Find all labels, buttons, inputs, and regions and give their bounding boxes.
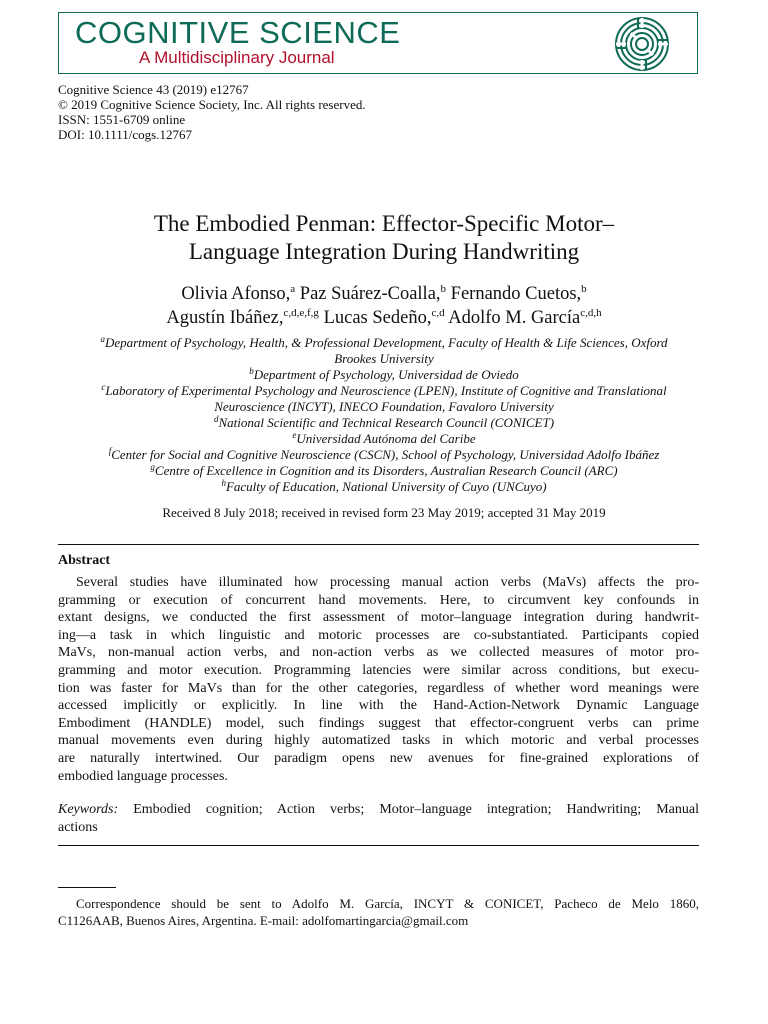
affiliation-line: $^d$National Scientific and Technical Research Council (CONICET): [213, 414, 555, 430]
citation: Cognitive Science 43 (2019) e12767: [58, 82, 249, 97]
affiliation-line: Brookes University: [334, 351, 434, 366]
keywords-text: actions: [58, 819, 98, 835]
abstract-line: embodied language processes.: [58, 768, 228, 784]
copyright: © 2019 Cognitive Science Society, Inc. All rights reserved.: [58, 97, 366, 112]
abstract-line: accessed implicitly or explicitly. In line with the Hand-Action-Network Dynamic Language: [58, 698, 699, 714]
author-name: Olivia Afonso,: [181, 284, 291, 304]
issn: ISSN: 1551-6709 online: [58, 112, 186, 127]
journal-banner: [58, 12, 698, 74]
footnote-line: Correspondence should be sent to Adolfo M. García, INCYT & CONICET, Pacheco de Melo 1860,: [76, 896, 699, 911]
abstract-top-rule: [58, 544, 699, 545]
labyrinth-seal-icon: [614, 16, 670, 72]
abstract-line: extant designs, we conducted the first assessment of motor–language integration during handwrit-: [58, 610, 699, 626]
abstract-line: gramming and motor execution. Programming latencies were similar across conditions, but execu-: [58, 662, 699, 678]
author-affiliation-mark: a: [290, 283, 296, 295]
affiliation-line: $^e$Universidad Autónoma del Caribe: [292, 430, 476, 446]
author-affiliation-mark: b: [581, 283, 587, 295]
affiliation-line: $^a$Department of Psychology, Health, & Professional Development, Faculty of Health & Life Sciences, Oxford: [100, 334, 668, 350]
abstract-bottom-rule: [58, 845, 699, 846]
author-name: Fernando Cuetos,: [450, 284, 582, 304]
abstract-body: [58, 574, 699, 785]
abstract-line: ing—a task in which linguistic and motoric processes are co-substantiated. Participants copied: [58, 627, 699, 643]
author-affiliation-mark: c,d,e,f,g: [283, 307, 319, 319]
title-line: Language Integration During Handwriting: [188, 239, 580, 264]
abstract-line: Embodiment (HANDLE) model, such findings suggest that effector-congruent verbs can prime: [58, 715, 699, 731]
footnote-rule: [58, 887, 116, 888]
affiliation-line: Neuroscience (INCYT), INECO Foundation, Favaloro University: [214, 399, 554, 414]
author-name: Paz Suárez-Coalla,: [299, 284, 441, 304]
abstract-line: tion was faster for MaVs than for the other categories, regardless of whether word meanings were: [58, 680, 699, 696]
abstract-line: manual movements even during highly automatized tasks in which motoric and verbal processes: [58, 733, 699, 749]
keywords-text: Embodied cognition; Action verbs; Motor–language integration; Handwriting; Manual: [133, 802, 699, 817]
affiliation-line: $^h$Faculty of Education, National University of Cuyo (UNCuyo): [221, 478, 547, 494]
journal-name: COGNITIVE SCIENCE: [75, 15, 401, 50]
author-affiliation-mark: c,d: [431, 307, 445, 319]
abstract-line: are naturally intertwined. Our paradigm opens new avenues for fine-grained explorations of: [58, 750, 699, 766]
article-metadata: [58, 82, 366, 142]
author-affiliation-mark: b: [440, 283, 447, 295]
affiliation-line: $^c$Laboratory of Experimental Psychology and Neuroscience (LPEN), Institute of Cognitive and Translational: [101, 382, 667, 398]
received-dates: Received 8 July 2018; received in revised form 23 May 2019; accepted 31 May 2019: [162, 505, 606, 520]
author-name: Lucas Sedeño,: [323, 308, 432, 328]
footnote-line: C1126AAB, Buenos Aires, Argentina. E-mail: adolfomartingarcia@gmail.com: [58, 913, 469, 928]
affiliation-line: $^g$Centre of Excellence in Cognition and its Disorders, Australian Research Council (ARC): [150, 462, 618, 478]
title-line: The Embodied Penman: Effector-Specific Motor–: [153, 211, 615, 236]
abstract-line: MaVs, non-manual action verbs, and non-action verbs as we collected measures of motor pro-: [58, 645, 699, 661]
author-name: Adolfo M. García: [448, 308, 581, 328]
author-affiliation-mark: c,d,h: [580, 307, 602, 319]
author-name: Agustín Ibáñez,: [166, 308, 284, 328]
doi: DOI: 10.1111/cogs.12767: [58, 127, 192, 142]
keywords-label: Keywords:: [58, 802, 119, 817]
affiliation-list: [58, 335, 710, 495]
correspondence-footnote: [58, 895, 699, 929]
affiliation-line: $^f$Center for Social and Cognitive Neuroscience (CSCN), School of Psychology, Universidad Adolfo Ibáñez: [108, 446, 660, 462]
abstract-heading: Abstract: [58, 553, 111, 568]
abstract-line: Several studies have illuminated how processing manual action verbs (MaVs) affects the pro-: [76, 575, 699, 590]
abstract-line: gramming or execution of concurrent hand movements. Here, to circumvent key confounds in: [58, 592, 699, 608]
journal-subtitle: A Multidisciplinary Journal: [139, 48, 335, 67]
keywords: [58, 801, 699, 836]
affiliation-line: $^b$Department of Psychology, Universidad de Oviedo: [249, 366, 519, 382]
author-list: [58, 282, 710, 330]
article-title: [58, 210, 710, 266]
